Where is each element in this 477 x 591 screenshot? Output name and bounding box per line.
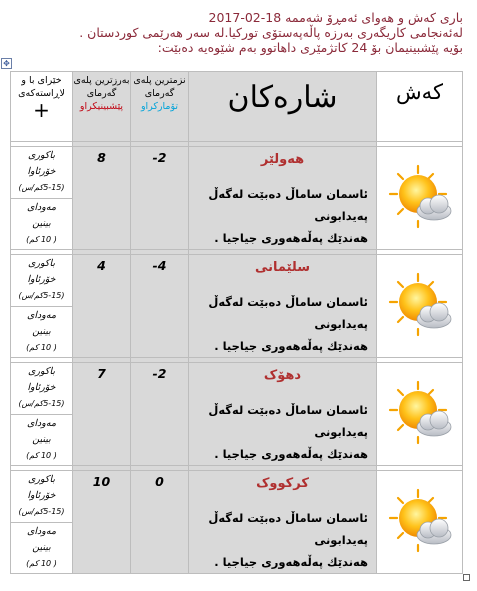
wind-direction-line1: باکوری [28, 366, 55, 377]
city-name: سلێمانی [254, 260, 311, 275]
forecast-header [8, 10, 463, 55]
weather-description-line1: ئاسمان ساماڵ دەبێت لەگەڵ پەیدابونی [208, 187, 368, 223]
sun-cloud-icon [384, 487, 456, 553]
plus-icon[interactable]: + [33, 98, 50, 122]
cities-header-label: شارەکان [227, 80, 338, 115]
sun-cloud-icon [384, 271, 456, 337]
table-header-row [11, 72, 463, 142]
city-cell [189, 255, 377, 358]
wind-direction-line2: خۆرئاوا [27, 490, 56, 501]
visibility-line1: مەودای [26, 417, 57, 429]
weather-description-line2: هەندێك پەڵەهەوری جیاجیا . [214, 231, 368, 245]
wind-speed: (5-15كم/س) [18, 291, 65, 300]
max-temp-cell [73, 147, 131, 250]
city-cell [189, 471, 377, 574]
max-temp-value: 10 [92, 474, 111, 489]
city-cell [189, 363, 377, 466]
header-weather [377, 72, 463, 142]
visibility-cell [11, 198, 73, 250]
header-max-temp [73, 72, 131, 142]
min-temp-header-line1: نزمترین پلەی [133, 75, 186, 86]
min-temp-header-line2: گەرمای [144, 88, 175, 99]
visibility-distance: ( 10 كم) [26, 234, 57, 244]
visibility-cell [11, 522, 73, 574]
weather-description-line2: هەندێك پەڵەهەوری جیاجیا . [214, 555, 368, 569]
visibility-distance: ( 10 كم) [26, 558, 57, 568]
visibility-cell [11, 306, 73, 358]
table-row [11, 363, 463, 415]
wind-direction-line2: خۆرئاوا [27, 274, 56, 285]
table-row [11, 255, 463, 307]
max-temp-header-line1: بەرزترین پلەی [73, 75, 130, 86]
weather-description-line2: هەندێك پەڵەهەوری جیاجیا . [214, 447, 368, 461]
weather-icon-cell [377, 255, 463, 358]
visibility-line2: بینین [32, 433, 51, 445]
wind-direction-cell [11, 363, 73, 415]
table-resize-handle-icon[interactable] [463, 574, 470, 581]
sun-cloud-icon [384, 163, 456, 229]
weather-header-label: کەش [396, 80, 443, 104]
min-temp-value: -2 [152, 150, 167, 165]
wind-direction-cell [11, 255, 73, 307]
weather-icon-cell [377, 471, 463, 574]
min-temp-value: 0 [155, 474, 164, 489]
min-temp-cell [131, 255, 189, 358]
weather-description-line1: ئاسمان ساماڵ دەبێت لەگەڵ پەیدابونی [208, 295, 368, 331]
min-temp-cell [131, 471, 189, 574]
max-temp-value: 7 [97, 366, 106, 381]
wind-direction-line1: باکوری [28, 150, 55, 161]
visibility-line2: بینین [32, 325, 51, 337]
min-temp-header-line3: تۆمارکراو [140, 101, 179, 112]
weather-icon-cell [377, 147, 463, 250]
header-line-intro: بۆیە پێشبینیمان بۆ 24 کاتژمێری داهاتوو بەم شێوەیە دەبێت: [157, 40, 463, 55]
max-temp-header-line2: گەرمای [86, 88, 117, 99]
max-temp-cell [73, 363, 131, 466]
max-temp-value: 8 [97, 150, 106, 165]
max-temp-value: 4 [97, 258, 106, 273]
weather-description-line1: ئاسمان ساماڵ دەبێت لەگەڵ پەیدابونی [208, 511, 368, 547]
wind-header-label: خێرای با و لاڕاستەکەی [18, 75, 65, 99]
visibility-line1: مەودای [26, 309, 57, 321]
max-temp-header-line3: پێشبینیکراو [79, 101, 124, 112]
visibility-cell [11, 414, 73, 466]
table-move-handle-icon[interactable]: ✥ [1, 58, 12, 69]
wind-direction-cell [11, 471, 73, 523]
weather-icon-cell [377, 363, 463, 466]
header-wind [11, 72, 73, 142]
wind-direction-line1: باکوری [28, 474, 55, 485]
max-temp-cell [73, 255, 131, 358]
min-temp-cell [131, 363, 189, 466]
wind-direction-line2: خۆرئاوا [27, 166, 56, 177]
wind-direction-cell [11, 147, 73, 199]
city-name: دهۆک [263, 368, 302, 383]
wind-speed: (5-15كم/س) [18, 183, 65, 192]
weather-description-line2: هەندێك پەڵەهەوری جیاجیا . [214, 339, 368, 353]
city-name: هەولێر [260, 152, 305, 167]
wind-direction-line1: باکوری [28, 258, 55, 269]
table-row [11, 147, 463, 199]
weather-description-line1: ئاسمان ساماڵ دەبێت لەگەڵ پەیدابونی [208, 403, 368, 439]
wind-speed: (5-15كم/س) [18, 399, 65, 408]
header-line-cause: لەئەنجامی کاریگەری بەرزە پاڵەپەستۆی تورکیا.لە سەر هەرێمی کوردستان . [79, 25, 463, 40]
wind-direction-line2: خۆرئاوا [27, 382, 56, 393]
header-min-temp [131, 72, 189, 142]
visibility-line1: مەودای [26, 525, 57, 537]
visibility-line2: بینین [32, 541, 51, 553]
wind-speed: (5-15كم/س) [18, 507, 65, 516]
sun-cloud-icon [384, 379, 456, 445]
header-line-date: باری کەش و هەوای ئەمڕۆ شەممە 18-02-2017 [208, 10, 463, 25]
max-temp-cell [73, 471, 131, 574]
visibility-line1: مەودای [26, 201, 57, 213]
visibility-line2: بینین [32, 217, 51, 229]
header-cities [189, 72, 377, 142]
min-temp-cell [131, 147, 189, 250]
city-name: کرکووک [256, 476, 309, 491]
min-temp-value: -4 [152, 258, 167, 273]
table-row [11, 471, 463, 523]
min-temp-value: -2 [152, 366, 167, 381]
visibility-distance: ( 10 كم) [26, 450, 57, 460]
city-cell [189, 147, 377, 250]
weather-table [10, 71, 463, 574]
visibility-distance: ( 10 كم) [26, 342, 57, 352]
